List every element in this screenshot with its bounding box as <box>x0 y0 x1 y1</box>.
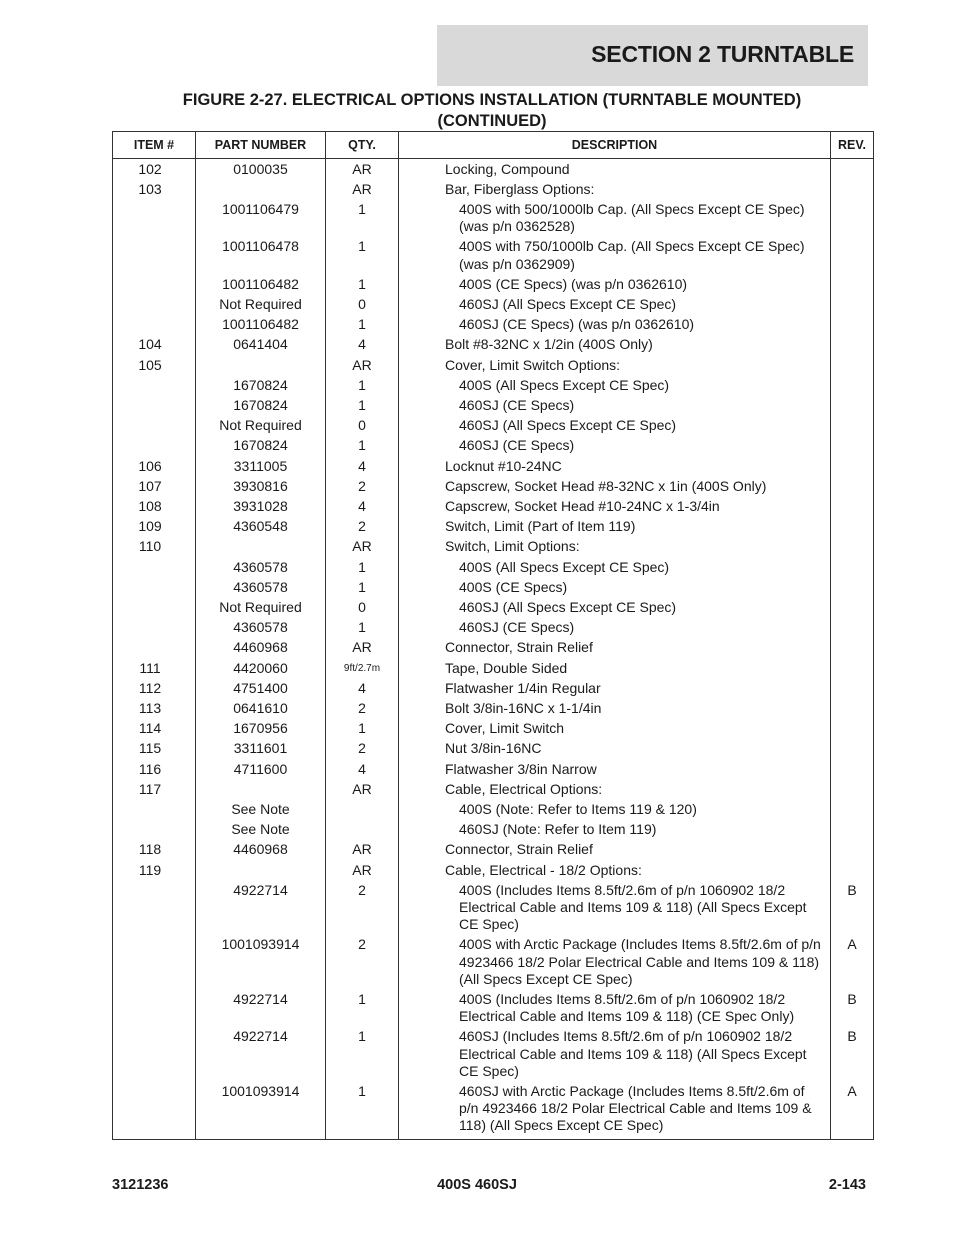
quantity-cell: AR <box>326 179 399 199</box>
table-row <box>113 840 874 860</box>
description-cell: 400S (All Specs Except CE Spec) <box>399 375 831 395</box>
description-cell: 460SJ (All Specs Except CE Spec) <box>399 416 831 436</box>
quantity-cell: AR <box>326 159 399 180</box>
part-number-cell: 3311005 <box>196 456 326 476</box>
table-header-row <box>113 132 874 159</box>
table-row <box>113 476 874 496</box>
revision-cell <box>831 355 874 375</box>
revision-cell <box>831 456 874 476</box>
description-cell: 460SJ (CE Specs) <box>399 618 831 638</box>
table-row <box>113 658 874 678</box>
item-number-cell: 112 <box>113 678 196 698</box>
item-number-cell <box>113 557 196 577</box>
item-number-cell: 114 <box>113 719 196 739</box>
table-row <box>113 935 874 990</box>
quantity-cell: 4 <box>326 678 399 698</box>
item-number-cell: 105 <box>113 355 196 375</box>
part-number-cell: 1001106482 <box>196 274 326 294</box>
table-row <box>113 274 874 294</box>
description-cell: 400S with Arctic Package (Includes Items 8.5ft/2.6m of p/n 4923466 18/2 Polar Electrical Cable and Items 109 & 118) (All Specs Except CE Spec) <box>399 935 831 990</box>
description-cell: 460SJ (All Specs Except CE Spec) <box>399 294 831 314</box>
part-number-cell: See Note <box>196 820 326 840</box>
revision-cell <box>831 698 874 718</box>
table-row <box>113 990 874 1027</box>
description-cell: 400S (Includes Items 8.5ft/2.6m of p/n 1060902 18/2 Electrical Cable and Items 109 & 118) (CE Spec Only) <box>399 990 831 1027</box>
quantity-cell: 4 <box>326 759 399 779</box>
revision-cell <box>831 517 874 537</box>
revision-cell <box>831 537 874 557</box>
table-row <box>113 199 874 236</box>
revision-cell <box>831 577 874 597</box>
table-row <box>113 395 874 415</box>
item-number-cell <box>113 274 196 294</box>
description-cell: 460SJ (CE Specs) <box>399 436 831 456</box>
description-cell: Bolt #8-32NC x 1/2in (400S Only) <box>399 335 831 355</box>
description-cell: 460SJ (CE Specs) (was p/n 0362610) <box>399 315 831 335</box>
part-number-cell: 1001106478 <box>196 237 326 274</box>
item-number-cell <box>113 880 196 935</box>
quantity-cell <box>326 820 399 840</box>
part-number-cell: 1670824 <box>196 375 326 395</box>
revision-cell <box>831 557 874 577</box>
figure-title-line2: (CONTINUED) <box>437 112 547 130</box>
description-cell: 460SJ (CE Specs) <box>399 395 831 415</box>
description-cell: Connector, Strain Relief <box>399 638 831 658</box>
parts-table-body <box>113 159 874 1140</box>
item-number-cell <box>113 820 196 840</box>
revision-cell: A <box>831 1082 874 1140</box>
table-row <box>113 759 874 779</box>
quantity-cell: 1 <box>326 719 399 739</box>
revision-cell <box>831 335 874 355</box>
part-number-cell: 3931028 <box>196 496 326 516</box>
table-row <box>113 800 874 820</box>
part-number-cell <box>196 355 326 375</box>
quantity-cell: 1 <box>326 990 399 1027</box>
revision-cell <box>831 416 874 436</box>
footer-page-number: 2-143 <box>828 1177 866 1193</box>
revision-cell <box>831 274 874 294</box>
quantity-cell: 1 <box>326 315 399 335</box>
table-row <box>113 416 874 436</box>
part-number-cell: Not Required <box>196 416 326 436</box>
quantity-cell: 0 <box>326 597 399 617</box>
description-cell: 460SJ with Arctic Package (Includes Items 8.5ft/2.6m of p/n 4923466 18/2 Polar Electrical Cable and Items 109 & 118) (All Specs Except CE Spec) <box>399 1082 831 1140</box>
description-cell: Locking, Compound <box>399 159 831 180</box>
description-cell: Locknut #10-24NC <box>399 456 831 476</box>
item-number-cell <box>113 395 196 415</box>
table-row <box>113 517 874 537</box>
description-cell: Capscrew, Socket Head #8-32NC x 1in (400S Only) <box>399 476 831 496</box>
table-row <box>113 315 874 335</box>
item-number-cell <box>113 638 196 658</box>
quantity-cell: 2 <box>326 935 399 990</box>
revision-cell <box>831 779 874 799</box>
description-cell: 400S (CE Specs) <box>399 577 831 597</box>
table-row <box>113 820 874 840</box>
revision-cell <box>831 860 874 880</box>
table-row <box>113 678 874 698</box>
quantity-cell: 4 <box>326 456 399 476</box>
table-row <box>113 159 874 180</box>
part-number-cell: 0641404 <box>196 335 326 355</box>
quantity-cell: AR <box>326 860 399 880</box>
revision-cell: A <box>831 935 874 990</box>
description-cell: Tape, Double Sided <box>399 658 831 678</box>
revision-cell <box>831 759 874 779</box>
revision-cell <box>831 638 874 658</box>
description-cell: 400S (All Specs Except CE Spec) <box>399 557 831 577</box>
table-row <box>113 860 874 880</box>
item-number-cell <box>113 237 196 274</box>
part-number-cell: 3930816 <box>196 476 326 496</box>
revision-cell <box>831 496 874 516</box>
table-row <box>113 597 874 617</box>
part-number-cell: 3311601 <box>196 739 326 759</box>
item-number-cell <box>113 315 196 335</box>
table-row <box>113 779 874 799</box>
item-number-cell <box>113 800 196 820</box>
revision-cell <box>831 395 874 415</box>
table-row <box>113 294 874 314</box>
column-header-item: ITEM # <box>113 132 196 159</box>
item-number-cell <box>113 436 196 456</box>
figure-title-line1: FIGURE 2-27. ELECTRICAL OPTIONS INSTALLATION (TURNTABLE MOUNTED) <box>182 91 802 109</box>
description-cell: 460SJ (Includes Items 8.5ft/2.6m of p/n 1060902 18/2 Electrical Cable and Items 109 & 118) (All Specs Except CE Spec) <box>399 1027 831 1082</box>
item-number-cell <box>113 416 196 436</box>
item-number-cell: 104 <box>113 335 196 355</box>
quantity-cell: AR <box>326 537 399 557</box>
item-number-cell: 111 <box>113 658 196 678</box>
part-number-cell <box>196 779 326 799</box>
item-number-cell <box>113 294 196 314</box>
part-number-cell: 4360578 <box>196 557 326 577</box>
footer-document-number: 3121236 <box>112 1177 169 1193</box>
table-row <box>113 638 874 658</box>
table-row <box>113 537 874 557</box>
description-cell: Switch, Limit (Part of Item 119) <box>399 517 831 537</box>
description-cell: Bolt 3/8in-16NC x 1-1/4in <box>399 698 831 718</box>
revision-cell <box>831 618 874 638</box>
revision-cell: B <box>831 1027 874 1082</box>
description-cell: Cable, Electrical - 18/2 Options: <box>399 860 831 880</box>
part-number-cell: 1001106479 <box>196 199 326 236</box>
table-row <box>113 496 874 516</box>
part-number-cell: 4922714 <box>196 990 326 1027</box>
part-number-cell <box>196 179 326 199</box>
table-row <box>113 375 874 395</box>
description-cell: Cover, Limit Switch <box>399 719 831 739</box>
part-number-cell: 4460968 <box>196 638 326 658</box>
figure-title <box>112 90 872 132</box>
description-cell: 460SJ (Note: Refer to Item 119) <box>399 820 831 840</box>
quantity-cell: 1 <box>326 577 399 597</box>
item-number-cell <box>113 990 196 1027</box>
quantity-cell: 1 <box>326 199 399 236</box>
item-number-cell: 116 <box>113 759 196 779</box>
table-row <box>113 237 874 274</box>
part-number-cell: 4460968 <box>196 840 326 860</box>
revision-cell: B <box>831 880 874 935</box>
description-cell: 400S with 750/1000lb Cap. (All Specs Except CE Spec) (was p/n 0362909) <box>399 237 831 274</box>
part-number-cell: 1001093914 <box>196 935 326 990</box>
quantity-cell: AR <box>326 840 399 860</box>
quantity-cell: 1 <box>326 395 399 415</box>
item-number-cell: 102 <box>113 159 196 180</box>
item-number-cell <box>113 1082 196 1140</box>
quantity-cell: 1 <box>326 436 399 456</box>
footer-model: 400S 460SJ <box>437 1177 517 1193</box>
revision-cell <box>831 159 874 180</box>
part-number-cell <box>196 860 326 880</box>
quantity-cell: 2 <box>326 880 399 935</box>
item-number-cell: 107 <box>113 476 196 496</box>
part-number-cell: 0100035 <box>196 159 326 180</box>
revision-cell <box>831 476 874 496</box>
description-cell: 400S with 500/1000lb Cap. (All Specs Except CE Spec) (was p/n 0362528) <box>399 199 831 236</box>
quantity-cell: 4 <box>326 496 399 516</box>
item-number-cell: 115 <box>113 739 196 759</box>
table-row <box>113 698 874 718</box>
table-row <box>113 577 874 597</box>
table-row <box>113 618 874 638</box>
quantity-cell: 1 <box>326 274 399 294</box>
part-number-cell: 0641610 <box>196 698 326 718</box>
item-number-cell <box>113 577 196 597</box>
quantity-cell: 4 <box>326 335 399 355</box>
item-number-cell: 106 <box>113 456 196 476</box>
part-number-cell: 4922714 <box>196 1027 326 1082</box>
part-number-cell: 4360548 <box>196 517 326 537</box>
revision-cell <box>831 800 874 820</box>
description-cell: Cable, Electrical Options: <box>399 779 831 799</box>
table-row <box>113 719 874 739</box>
quantity-cell: AR <box>326 779 399 799</box>
part-number-cell: 4922714 <box>196 880 326 935</box>
quantity-cell: 1 <box>326 618 399 638</box>
part-number-cell: Not Required <box>196 597 326 617</box>
section-title: SECTION 2 TURNTABLE <box>591 41 854 67</box>
part-number-cell: 1670824 <box>196 436 326 456</box>
part-number-cell: See Note <box>196 800 326 820</box>
revision-cell <box>831 294 874 314</box>
quantity-cell: 1 <box>326 237 399 274</box>
quantity-cell: AR <box>326 355 399 375</box>
item-number-cell: 113 <box>113 698 196 718</box>
quantity-cell: 0 <box>326 416 399 436</box>
quantity-cell: 1 <box>326 1082 399 1140</box>
quantity-cell: 2 <box>326 517 399 537</box>
quantity-cell: 1 <box>326 557 399 577</box>
part-number-cell: 4420060 <box>196 658 326 678</box>
part-number-cell: 4711600 <box>196 759 326 779</box>
revision-cell <box>831 179 874 199</box>
description-cell: Capscrew, Socket Head #10-24NC x 1-3/4in <box>399 496 831 516</box>
item-number-cell <box>113 597 196 617</box>
parts-table <box>112 131 874 1140</box>
revision-cell: B <box>831 990 874 1027</box>
item-number-cell: 108 <box>113 496 196 516</box>
part-number-cell: 1001106482 <box>196 315 326 335</box>
description-cell: 400S (CE Specs) (was p/n 0362610) <box>399 274 831 294</box>
description-cell: Switch, Limit Options: <box>399 537 831 557</box>
part-number-cell: 1670824 <box>196 395 326 415</box>
table-row <box>113 1027 874 1082</box>
column-header-rev: REV. <box>831 132 874 159</box>
part-number-cell: Not Required <box>196 294 326 314</box>
table-row <box>113 355 874 375</box>
description-cell: Flatwasher 3/8in Narrow <box>399 759 831 779</box>
revision-cell <box>831 678 874 698</box>
description-cell: Connector, Strain Relief <box>399 840 831 860</box>
quantity-cell: 2 <box>326 739 399 759</box>
description-cell: Flatwasher 1/4in Regular <box>399 678 831 698</box>
revision-cell <box>831 237 874 274</box>
section-header-box <box>437 25 868 86</box>
revision-cell <box>831 315 874 335</box>
description-cell: 400S (Includes Items 8.5ft/2.6m of p/n 1060902 18/2 Electrical Cable and Items 109 & 118) (All Specs Except CE Spec) <box>399 880 831 935</box>
quantity-cell <box>326 800 399 820</box>
table-row <box>113 557 874 577</box>
description-cell: 400S (Note: Refer to Items 119 & 120) <box>399 800 831 820</box>
part-number-cell: 4751400 <box>196 678 326 698</box>
item-number-cell <box>113 375 196 395</box>
table-row <box>113 880 874 935</box>
table-row <box>113 456 874 476</box>
table-row <box>113 436 874 456</box>
revision-cell <box>831 739 874 759</box>
table-row <box>113 335 874 355</box>
item-number-cell: 110 <box>113 537 196 557</box>
column-header-part-number: PART NUMBER <box>196 132 326 159</box>
quantity-cell: 2 <box>326 698 399 718</box>
item-number-cell <box>113 935 196 990</box>
item-number-cell: 119 <box>113 860 196 880</box>
quantity-cell: AR <box>326 638 399 658</box>
item-number-cell: 109 <box>113 517 196 537</box>
table-row <box>113 1082 874 1140</box>
item-number-cell: 103 <box>113 179 196 199</box>
column-header-qty: QTY. <box>326 132 399 159</box>
revision-cell <box>831 658 874 678</box>
item-number-cell: 117 <box>113 779 196 799</box>
table-row <box>113 739 874 759</box>
description-cell: Nut 3/8in-16NC <box>399 739 831 759</box>
quantity-cell: 1 <box>326 375 399 395</box>
part-number-cell <box>196 537 326 557</box>
description-cell: 460SJ (All Specs Except CE Spec) <box>399 597 831 617</box>
quantity-cell: 9ft/2.7m <box>326 658 399 678</box>
description-cell: Bar, Fiberglass Options: <box>399 179 831 199</box>
quantity-cell: 1 <box>326 1027 399 1082</box>
item-number-cell: 118 <box>113 840 196 860</box>
revision-cell <box>831 375 874 395</box>
revision-cell <box>831 820 874 840</box>
table-row <box>113 179 874 199</box>
revision-cell <box>831 840 874 860</box>
part-number-cell: 1670956 <box>196 719 326 739</box>
item-number-cell <box>113 199 196 236</box>
item-number-cell <box>113 1027 196 1082</box>
description-cell: Cover, Limit Switch Options: <box>399 355 831 375</box>
column-header-description: DESCRIPTION <box>399 132 831 159</box>
revision-cell <box>831 719 874 739</box>
revision-cell <box>831 199 874 236</box>
part-number-cell: 1001093914 <box>196 1082 326 1140</box>
revision-cell <box>831 597 874 617</box>
item-number-cell <box>113 618 196 638</box>
revision-cell <box>831 436 874 456</box>
part-number-cell: 4360578 <box>196 577 326 597</box>
part-number-cell: 4360578 <box>196 618 326 638</box>
quantity-cell: 2 <box>326 476 399 496</box>
quantity-cell: 0 <box>326 294 399 314</box>
